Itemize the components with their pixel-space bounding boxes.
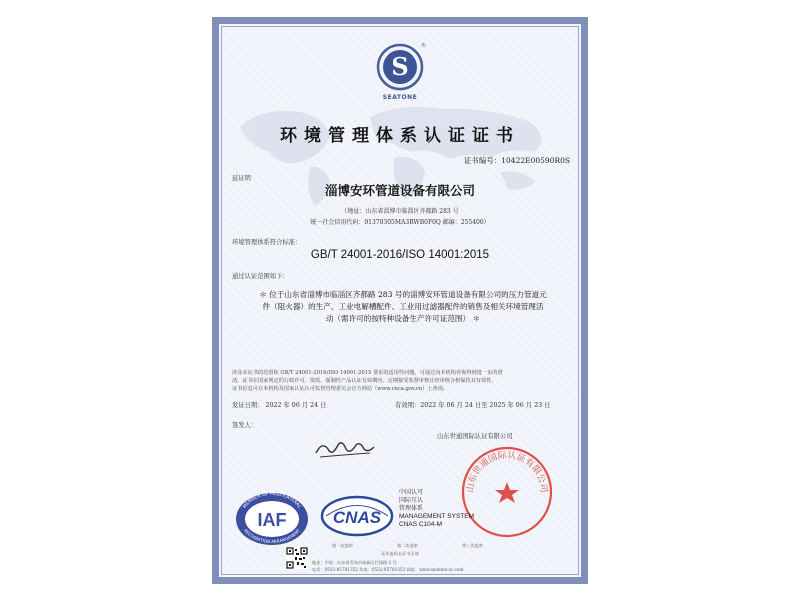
certificate-title: 环境管理体系认证证书 [280, 126, 520, 146]
certification-scope [240, 289, 566, 325]
certificate-notes [232, 369, 572, 393]
iaf-main-text: IAF [257, 510, 287, 530]
cnas-logo-text: CNAS [332, 508, 382, 527]
issuing-organization: 山东世通国际认证有限公司 [437, 433, 513, 440]
footer-line-1: 无年监标志证书无效 [381, 551, 419, 556]
company-name: 淄博安环管道设备有限公司 [324, 183, 475, 198]
note-line: 证书信息可在本机构及国家认证认可监督管理委员会官方网站（www.cnca.gov.cn）上查询。 [232, 386, 449, 392]
iaf-top-text: MEMBER OF MULTILATERAL [242, 491, 302, 510]
surveillance-1: 第一次监审 [332, 543, 353, 548]
note-line: 涉及本证书的范围和 GB/T 24001-2016/ISO 14001:2015 要求的适用性问题，可通过向本机构咨询得到进一步的澄 [232, 370, 503, 376]
seatone-logo [375, 39, 425, 105]
standard-code: GB/T 24001-2016/ISO 14001:2015 [310, 249, 490, 261]
cnas-logo [320, 495, 394, 537]
credit-code: 统一社会信用代码：91370305MA3RWB0F0Q 邮编：255400） [310, 219, 490, 226]
valid-period: 有效期：2022 年 06 月 24 日至 2025 年 06 月 23 日 [395, 402, 551, 409]
certificate [212, 17, 588, 584]
cnas-line: 管理体系 [399, 505, 424, 512]
cnas-en-label: MANAGEMENT SYSTEM [399, 513, 475, 520]
cnas-line: 国际互认 [399, 497, 424, 504]
attest-label: 兹证明 [232, 175, 251, 182]
cnas-line: 中国认可 [399, 489, 424, 496]
scope-line: 动（需许可的按特种设备生产许可证范围） ＊ [325, 314, 481, 323]
cnas-accreditation-text [399, 489, 474, 529]
scope-line: 件（阻火器）的生产、工业电解槽配件、工业用过滤器配件的销售及相关环境管理活 [262, 302, 544, 311]
signer-label: 签发人： [232, 422, 258, 429]
logo-letter: S [391, 52, 409, 81]
issue-date: 发证日期： 2022 年 06 月 24 日 [232, 402, 327, 409]
logo-text: SEATONE [382, 94, 418, 101]
standard-label: 环境管理体系符合标准： [232, 239, 302, 246]
footer-line-3: 电话：0532-85781352 传真：0532-85781352 网址：www.seatone-sc.com [312, 567, 464, 572]
handwritten-signature [312, 435, 382, 461]
certificate-number: 证书编号：10422E00590R0S [463, 156, 570, 165]
seal-star-icon [495, 482, 519, 503]
cnas-code: CNAS C104-M [399, 521, 442, 528]
iaf-bottom-text: RECOGNITION ARRANGEMENT [243, 527, 301, 545]
surveillance-2: 第二次监审 [397, 543, 418, 548]
surveillance-3: 第三次监审 [462, 543, 483, 548]
scope-line: ＊ 位于山东省淄博市临淄区齐都路 283 号的淄博安环管道设备有限公司的压力管道元 [259, 290, 547, 299]
company-address: （地址：山东省淄博市临淄区齐都路 283 号 [341, 208, 459, 215]
footer-line-2: 地址：中国 · 山东省青岛市高新区竹园路 2 号 [312, 560, 397, 565]
note-line: 清。证书在国家规定的行政许可、资质、强制性产品认证有效期内、定期接受监督审核且经审核合格保持其有效性。 [232, 378, 497, 384]
iaf-logo [232, 487, 312, 547]
seal-text: 山东世通国际认证有限公司 [465, 450, 549, 494]
scope-label: 通过认证范围如下： [232, 273, 289, 280]
registered-mark: ® [421, 43, 426, 49]
